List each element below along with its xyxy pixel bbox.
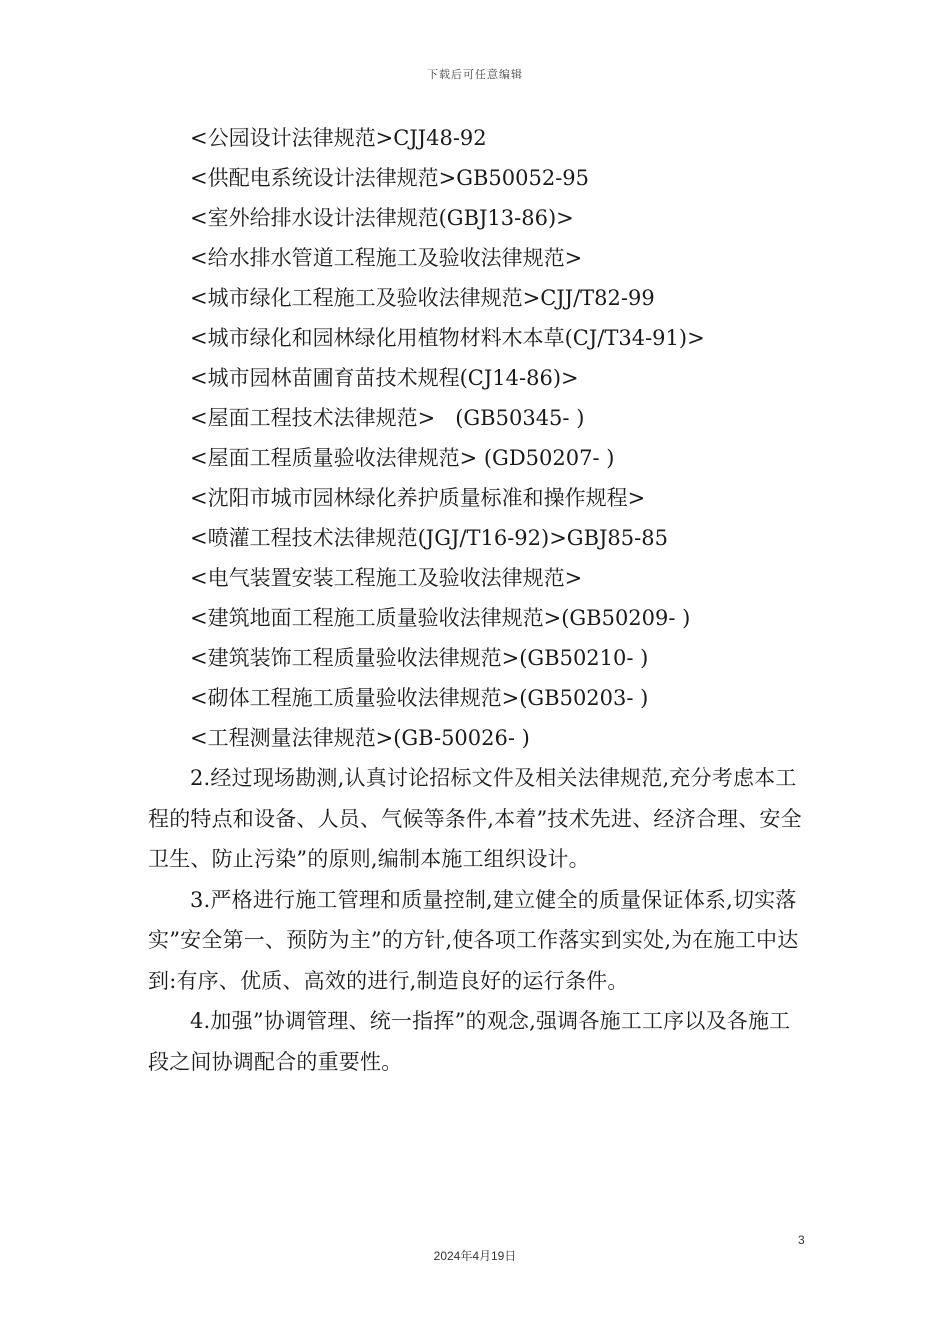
paragraph-3: 3.严格进行施工管理和质量控制,建立健全的质量保证体系,切实落实”安全第一、预防为主”的方针,使各项工作落实到实处,为在施工中达到:有序、优质、高效的进行,制造良好的运行条件。 (148, 887, 799, 993)
reference-list (148, 118, 808, 758)
reference-item: <城市园林苗圃育苗技术规程(CJ14-86)> (190, 366, 579, 390)
reference-item: <喷灌工程技术法律规范(JGJ/T16-92)>GBJ85-85 (190, 526, 668, 550)
paragraph-2: 2.经过现场勘测,认真讨论招标文件及相关法律规范,充分考虑本工程的特点和设备、人员、气候等条件,本着”技术先进、经济合理、安全卫生、防止污染”的原则,编制本施工组织设计。 (148, 766, 802, 871)
reference-item: <建筑地面工程施工质量验收法律规范>(GB50209- ) (190, 606, 691, 630)
page-header: 下载后可任意编辑 (427, 68, 523, 81)
reference-item: <城市绿化和园林绿化用植物材料木本草(CJ/T34-91)> (190, 326, 705, 350)
reference-item: <电气装置安装工程施工及验收法律规范> (190, 566, 583, 590)
reference-item: <城市绿化工程施工及验收法律规范>CJJ/T82-99 (190, 286, 655, 310)
reference-item: <建筑装饰工程质量验收法律规范>(GB50210- ) (190, 646, 649, 670)
page-number: 3 (798, 1233, 805, 1247)
reference-item: <室外给排水设计法律规范(GBJ13-86)> (190, 206, 574, 230)
reference-item: <沈阳市城市园林绿化养护质量标准和操作规程> (190, 486, 646, 510)
reference-item: <给水排水管道工程施工及验收法律规范> (190, 246, 583, 270)
document-body (148, 118, 808, 1082)
reference-item: <工程测量法律规范>(GB-50026- ) (190, 726, 530, 750)
reference-item: <屋面工程质量验收法律规范> (GD50207- ) (190, 446, 615, 470)
reference-item: <屋面工程技术法律规范> (GB50345- ) (190, 406, 585, 430)
reference-item: <公园设计法律规范>CJJ48-92 (190, 126, 487, 150)
paragraph-4: 4.加强”协调管理、统一指挥”的观念,强调各施工工序以及各施工段之间协调配合的重要性。 (148, 1009, 791, 1074)
reference-item: <供配电系统设计法律规范>GB50052-95 (190, 166, 590, 190)
footer-date: 2024年4月19日 (433, 1249, 517, 1263)
reference-item: <砌体工程施工质量验收法律规范>(GB50203- ) (190, 686, 649, 710)
